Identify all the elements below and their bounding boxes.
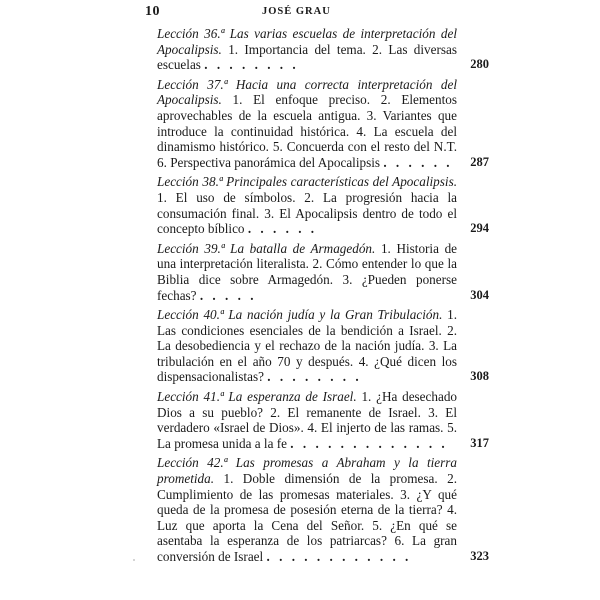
lesson-topics: 1. El uso de símbolos. 2. La progresión hacia la consumación final. 3. El Apocalipsis dentro de todo el concepto bíblico: [157, 189, 457, 237]
toc-entry-39: [157, 241, 489, 303]
lesson-topics: 1. Doble dimensión de la promesa. 2. Cumplimiento de las promesas materiales. 3. ¿Y qué queda de la promesa de posesión eterna de la tierra? 4. Luz que aporta la Cena del Señor. 5. ¿En qué se asentaba la esperanza de los patriarcas? 6. La gran conversión de Israel: [157, 471, 457, 564]
lesson-title: La batalla de Armagedón.: [230, 240, 376, 256]
lesson-page-number: 287: [470, 154, 489, 169]
dot-leader: . . . . . . . .: [267, 369, 362, 385]
toc-entry-38: [157, 174, 489, 236]
lesson-page-number: 294: [470, 221, 489, 236]
lesson-page-number: 280: [470, 57, 489, 72]
table-of-contents: [157, 26, 489, 569]
lesson-label: Lección 36.ª: [157, 26, 225, 41]
lesson-page-number: 317: [470, 435, 489, 450]
lesson-label: Lección 38.ª: [157, 174, 223, 190]
lesson-topics: 1. ¿Ha desechado Dios a su pueblo? 2. El remanente de Israel. 3. El verdadero «Israel de Dios». 4. El injerto de las ramas. 5. La promesa unida a la fe: [157, 389, 458, 451]
lesson-label: Lección 40.ª: [157, 307, 224, 323]
toc-entry-42: [157, 455, 489, 564]
scan-speck: [133, 559, 135, 561]
lesson-page-number: 323: [470, 549, 489, 563]
lesson-title: Principales características del Apocalipsis.: [226, 174, 457, 190]
lesson-topics: 1. Importancia del tema. 2. Las diversas escuelas: [157, 41, 458, 73]
lesson-title: Las varias escuelas de interpretación del Apocalipsis.: [157, 26, 457, 57]
running-head: JOSÉ GRAU: [262, 6, 331, 17]
lesson-topics: 1. El enfoque preciso. 2. Elementos aprovechables de la escuela antigua. 3. Variantes que introduce la continuidad histórica. 4. La escuela del dinamismo histórico. 5. Concuerda con el resto del N.T. 6. Perspectiva panorámica del Apocalipsis: [157, 92, 457, 170]
lesson-page-number: 304: [470, 287, 489, 302]
dot-leader: . . . . .: [199, 287, 257, 303]
toc-entry-36: [157, 26, 489, 73]
lesson-label: Lección 41.ª: [157, 389, 224, 405]
toc-entry-37: [157, 77, 489, 171]
dot-leader: . . . . . . . . . . . .: [266, 549, 412, 564]
lesson-label: Lección 37.ª: [157, 76, 228, 92]
dot-leader: . . . . . . . .: [204, 57, 299, 73]
lesson-label: Lección 42.ª: [157, 455, 228, 471]
dot-leader: . . . . . . . . . . . . .: [290, 435, 448, 451]
lesson-title: La nación judía y la Gran Tribulación.: [228, 307, 443, 323]
lesson-label: Lección 39.ª: [157, 240, 225, 256]
lesson-topics: 1. Las condiciones esenciales de la bendición a Israel. 2. La desobediencia y el rechazo de la nación judía. 3. La tribulación en el año 70 y después. 4. ¿Qué dicen los dispensacionalistas?: [157, 307, 458, 385]
dot-leader: . . . . . .: [247, 221, 318, 237]
lesson-title: Las promesas a Abraham y la tierra prometida.: [157, 455, 458, 487]
page-number: 10: [145, 4, 160, 19]
dot-leader: . . . . . .: [383, 154, 453, 170]
lesson-topics: 1. Historia de una interpretación literalista. 2. Cómo entender lo que la Biblia dice sobre Armagedón. 3. ¿Pueden ponerse fechas?: [157, 240, 458, 303]
lesson-page-number: 308: [470, 369, 489, 384]
toc-entry-40: [157, 307, 489, 385]
toc-entry-41: [157, 389, 489, 451]
lesson-title: Hacia una correcta interpretación del Apocalipsis.: [157, 76, 458, 108]
lesson-title: La esperanza de Israel.: [228, 389, 357, 405]
